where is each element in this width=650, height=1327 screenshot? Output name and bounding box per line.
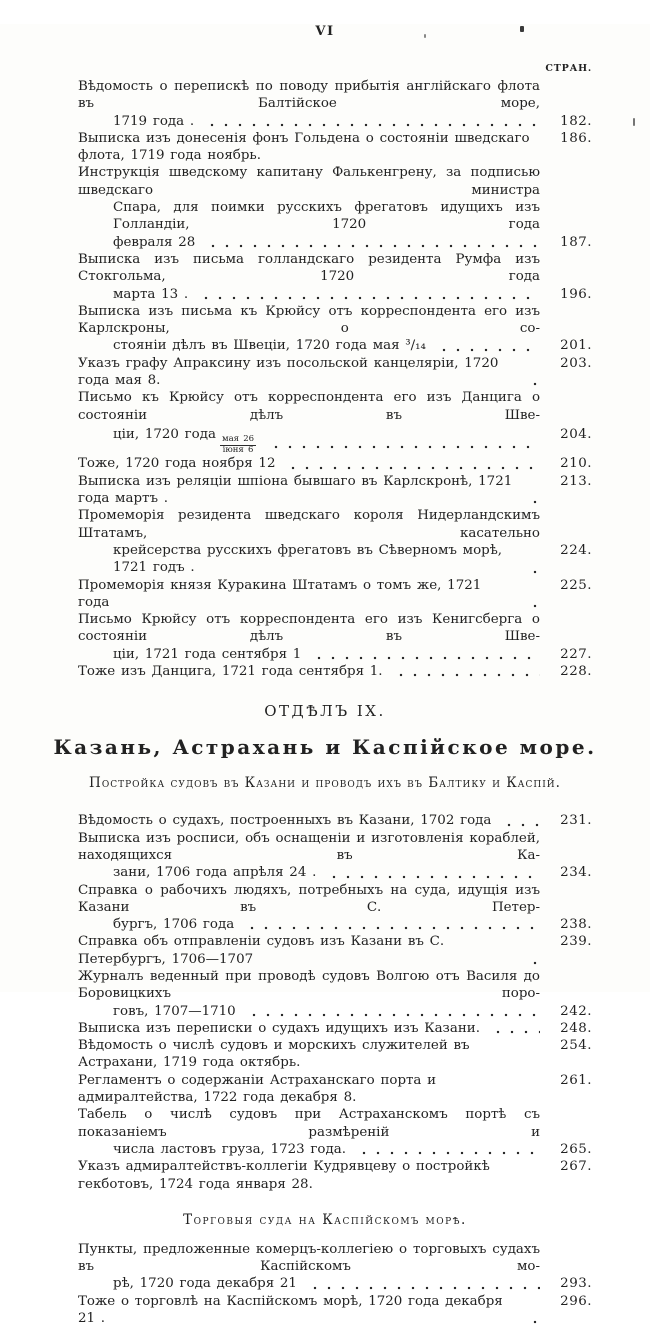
dotted-leader: [355, 1151, 540, 1155]
toc-row: [78, 1106, 592, 1141]
dotted-leader: [435, 348, 540, 352]
toc-row: [78, 507, 592, 542]
toc-entry-text: Выписка изъ донесенія фонъ Гольдена о состояніи шведскаго флота, 1719 года ноябрь.: [78, 130, 536, 164]
scanned-toc-page: [0, 24, 650, 1327]
dotted-leader: [243, 926, 540, 930]
dotted-leader: [267, 445, 540, 449]
toc-page-number: 248.: [560, 1020, 592, 1036]
toc-list-kazan: [78, 812, 592, 1193]
toc-row: [78, 1158, 592, 1193]
date-fraction-bottom: іюня 6: [222, 444, 254, 455]
dotted-leader: [392, 673, 540, 677]
dotted-leader: [526, 961, 540, 965]
section-title: Казань, Астрахань и Каспійское море.: [53, 735, 597, 760]
page-number-header: VI: [315, 24, 335, 39]
toc-page-number: 182.: [560, 113, 592, 129]
scan-speck: [633, 118, 635, 126]
toc-page-number: 204.: [560, 426, 592, 442]
toc-entry-text: Вѣдомость о числѣ судовъ и морскихъ служителей въ Астрахани, 1719 года октябрь.: [78, 1038, 476, 1071]
toc-entry-text: Тоже о торговлѣ на Каспійскомъ морѣ, 1720 года декабря 21 .: [78, 1293, 509, 1327]
toc-page-number: 225.: [560, 577, 592, 593]
toc-page-number: 238.: [560, 917, 592, 933]
toc-entry-text: числа ластовъ груза, 1723 года.: [113, 1141, 346, 1157]
dotted-leader: [526, 604, 540, 608]
toc-entry-text: 1719 года .: [113, 113, 195, 129]
toc-page-number: 293.: [560, 1276, 592, 1292]
toc-row: [78, 286, 592, 303]
toc-page-number: 228.: [560, 664, 592, 680]
toc-row: [78, 303, 592, 338]
dotted-leader: [310, 656, 540, 660]
toc-row: [78, 968, 592, 1003]
toc-row: [78, 1241, 592, 1276]
toc-row: [78, 164, 592, 199]
subsection-heading: Торговыя суда на Каспійскомъ морѣ.: [183, 1211, 467, 1228]
toc-entry-text: Выписка изъ письма къ Крюйсу отъ корреспондента его изъ Карлскроны, о со-: [78, 303, 546, 337]
toc-page-number: 210.: [560, 456, 592, 472]
toc-page-number: 267.: [560, 1159, 592, 1175]
toc-row: [78, 199, 592, 234]
toc-entry-text: февраля 28: [113, 234, 196, 250]
toc-entry-text: Письмо Крюйсу отъ корреспондента его изъ Кенигсберга о состояніи дѣлъ въ Шве-: [78, 612, 546, 645]
toc-row: [78, 611, 592, 646]
toc-entry-text: Вѣдомость о судахъ, построенныхъ въ Казани, 1702 года: [78, 813, 492, 829]
toc-entry-text: Справка о рабочихъ людяхъ, потребныхъ на суда, идущія изъ Казани въ С. Петер-: [78, 882, 546, 915]
dotted-leader: [197, 296, 540, 300]
toc-entry-text: Тоже, 1720 года ноября 12: [78, 456, 276, 472]
toc-row: [78, 1275, 592, 1292]
toc-row: [78, 337, 592, 354]
toc-row: [78, 933, 592, 968]
toc-page-number: 239.: [560, 934, 592, 950]
toc-entry-text: Тоже изъ Данцига, 1721 года сентября 1.: [78, 664, 383, 680]
dotted-leader: [489, 1030, 540, 1034]
dotted-leader: [526, 570, 540, 574]
toc-entry-text: Выписка изъ реляціи шпіона бывшаго въ Карлскронѣ, 1721 года мартъ .: [78, 473, 518, 507]
toc-entry-text: говъ, 1707—1710: [113, 1003, 236, 1019]
toc-page-number: 224.: [560, 542, 592, 558]
toc-row: [78, 646, 592, 663]
toc-row: [78, 812, 592, 829]
toc-page-number: 187.: [560, 234, 592, 250]
toc-entry-text: рѣ, 1720 года декабря 21: [113, 1276, 297, 1292]
toc-entry-text: крейсерства русскихъ фрегатовъ въ Сѣверномъ морѣ, 1721 годъ .: [113, 542, 508, 576]
toc-page-number: 196.: [560, 286, 592, 302]
toc-entry-text: Пункты, предложенные комерцъ-коллегіею о торговыхъ судахъ въ Каспійскомъ мо-: [78, 1241, 546, 1275]
section-subtitle: Постройка судовъ въ Казани и проводъ ихъ въ Балтику и Каспій.: [89, 775, 561, 792]
toc-entry-text: Справка объ отправленіи судовъ изъ Казани въ С. Петербургъ, 1706—1707: [78, 934, 450, 967]
toc-row: [78, 882, 592, 917]
scan-speck: [520, 26, 524, 32]
toc-row: [78, 234, 592, 251]
toc-page-number: 242.: [560, 1003, 592, 1019]
toc-row: [78, 830, 592, 865]
toc-page-number: 201.: [560, 338, 592, 354]
dotted-leader: [284, 466, 540, 470]
dotted-leader: [500, 823, 540, 827]
toc-entry-text: зани, 1706 года апрѣля 24 .: [113, 865, 317, 881]
toc-entry-text: марта 13 .: [113, 286, 189, 302]
toc-row: [78, 864, 592, 881]
toc-page-number: 186.: [560, 130, 592, 146]
toc-page-number: 261.: [560, 1072, 592, 1088]
toc-page-number: 296.: [560, 1293, 592, 1309]
toc-row: [78, 663, 592, 680]
toc-row: [78, 455, 592, 472]
dotted-leader: [526, 500, 540, 504]
toc-row: [78, 1141, 592, 1158]
toc-page-number: 254.: [560, 1038, 592, 1054]
toc-page-number: 213.: [560, 473, 592, 489]
toc-row: [78, 1072, 592, 1107]
toc-row: [78, 1037, 592, 1072]
toc-page-number: 227.: [560, 646, 592, 662]
toc-row: [78, 130, 592, 165]
toc-entry-text: стояніи дѣлъ въ Швеціи, 1720 года мая ³/₁₄: [113, 338, 426, 354]
toc-entry-text: Выписка изъ письма голландскаго резидента Румфа изъ Стокгольма, 1720 года: [78, 251, 546, 285]
toc-entry-text: ціи, 1721 года сентября 1: [113, 646, 302, 662]
dotted-leader: [526, 382, 540, 386]
dotted-leader: [204, 244, 540, 248]
toc-entry-text: Инструкція шведскому капитану Фалькенгрену, за подписью шведскаго министра: [78, 165, 546, 198]
toc-entry-text: бургъ, 1706 года: [113, 917, 235, 933]
toc-row: [78, 251, 592, 286]
toc-row: [78, 473, 592, 508]
toc-entry-text: Промеморія резидента шведскаго короля Нидерландскимъ Штатамъ, касательно: [78, 508, 546, 541]
dotted-leader: [325, 875, 540, 879]
toc-entry-text: Журналъ веденный при проводѣ судовъ Волгою отъ Василя до Боровицкихъ поро-: [78, 969, 546, 1002]
date-fraction: [220, 435, 256, 456]
toc-row: [78, 542, 592, 577]
toc-entry-text: ціи, 1720 года: [113, 426, 216, 442]
toc-page-number: 231.: [560, 813, 592, 829]
dotted-leader: [245, 1013, 540, 1017]
pages-column-label: СТРАН.: [545, 63, 592, 74]
toc-row: [78, 355, 592, 390]
toc-row: [78, 916, 592, 933]
section-kicker: ОТДѢЛЪ IX.: [264, 702, 386, 721]
toc-page-number: 203.: [560, 355, 592, 371]
toc-row: [78, 1293, 592, 1327]
toc-entry-text: Табель о числѣ судовъ при Астраханскомъ портѣ съ показаніемъ размѣреній и: [78, 1107, 546, 1140]
toc-entry-text: Выписка изъ переписки о судахъ идущихъ изъ Казани.: [78, 1020, 480, 1036]
toc-entry-text: Промеморія князя Куракина Штатамъ о томъ же, 1721 года: [78, 577, 488, 610]
toc-page-number: 234.: [560, 865, 592, 881]
dotted-leader: [526, 1320, 540, 1324]
toc-list-section8: [78, 78, 592, 680]
toc-entry-text: Указъ графу Апраксину изъ посольской канцеляріи, 1720 года мая 8.: [78, 355, 505, 389]
dotted-leader: [306, 1286, 540, 1290]
toc-row: [78, 1020, 592, 1037]
toc-row: [78, 1003, 592, 1020]
toc-row: [78, 78, 592, 113]
dotted-leader: [203, 123, 540, 127]
toc-entry-text: Вѣдомость о перепискѣ по поводу прибытія англійскаго флота въ Балтійское море,: [78, 79, 546, 112]
toc-entry-text: Письмо къ Крюйсу отъ корреспондента его изъ Данцига о состояніи дѣлъ въ Шве-: [78, 390, 546, 423]
toc-row: [78, 389, 592, 424]
toc-entry-text: Выписка изъ росписи, объ оснащеніи и изготовленія кораблей, находящихся въ Ка-: [78, 830, 546, 863]
date-fraction-top: мая 26: [221, 433, 255, 444]
toc-list-caspian: [78, 1241, 592, 1327]
toc-entry-text: Указъ адмиралтействъ-коллегіи Кудрявцеву о постройкѣ гекботовъ, 1724 года января 28.: [78, 1159, 496, 1192]
toc-row: [78, 426, 592, 453]
scan-speck: [424, 34, 426, 38]
toc-row: [78, 577, 592, 612]
toc-page-number: 265.: [560, 1141, 592, 1157]
toc-entry-text: Регламентъ о содержаніи Астраханскаго порта и адмиралтейства, 1722 года декабря 8.: [78, 1072, 442, 1106]
toc-row: [78, 113, 592, 130]
toc-entry-text: Спара, для поимки русскихъ фрегатовъ идущихъ изъ Голландіи, 1720 года: [113, 200, 546, 233]
